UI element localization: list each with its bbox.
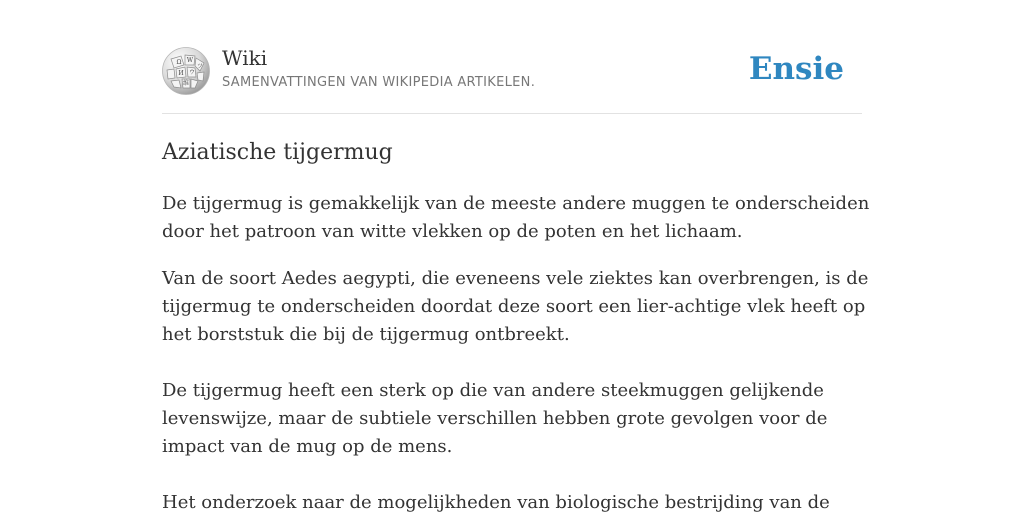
article-paragraph: De tijgermug heeft een sterk op die van andere steekmuggen gelijkende levenswijze, maar de subtiele verschillen hebben grote gevolgen voor de impact van de mug op de mens. [162, 380, 828, 457]
svg-text:И: И [178, 70, 184, 77]
svg-text:ツ: ツ [196, 63, 204, 70]
svg-text:Ω: Ω [176, 59, 182, 66]
svg-text:ウ: ウ [188, 69, 196, 76]
wikipedia-globe-icon[interactable] [162, 47, 210, 95]
page-title: Aziatische tijgermug [162, 140, 393, 165]
svg-text:W: W [186, 57, 194, 64]
ensie-brand-link[interactable]: Ensie [748, 51, 844, 87]
site-header [162, 0, 862, 114]
article-paragraph: De tijgermug is gemakkelijk van de meeste andere muggen te onderscheiden door het patroon van witte vlekken op de poten en het lichaam. [162, 193, 870, 242]
site-name[interactable]: Wiki [222, 46, 268, 70]
article-body [162, 190, 882, 512]
svg-text:维: 维 [182, 80, 190, 87]
article-paragraph: Van de soort Aedes aegypti, die eveneens vele ziektes kan overbrengen, is de tijgermug te onderscheiden doordat deze soort een lier-achtige vlek heeft op het borststuk die bij de tijgermug ontbreekt. [162, 268, 869, 345]
site-tagline: SAMENVATTINGEN VAN WIKIPEDIA ARTIKELEN. [222, 75, 536, 90]
article-paragraph: Het onderzoek naar de mogelijkheden van biologische bestrijding van de [162, 492, 830, 512]
content-container [162, 0, 870, 512]
